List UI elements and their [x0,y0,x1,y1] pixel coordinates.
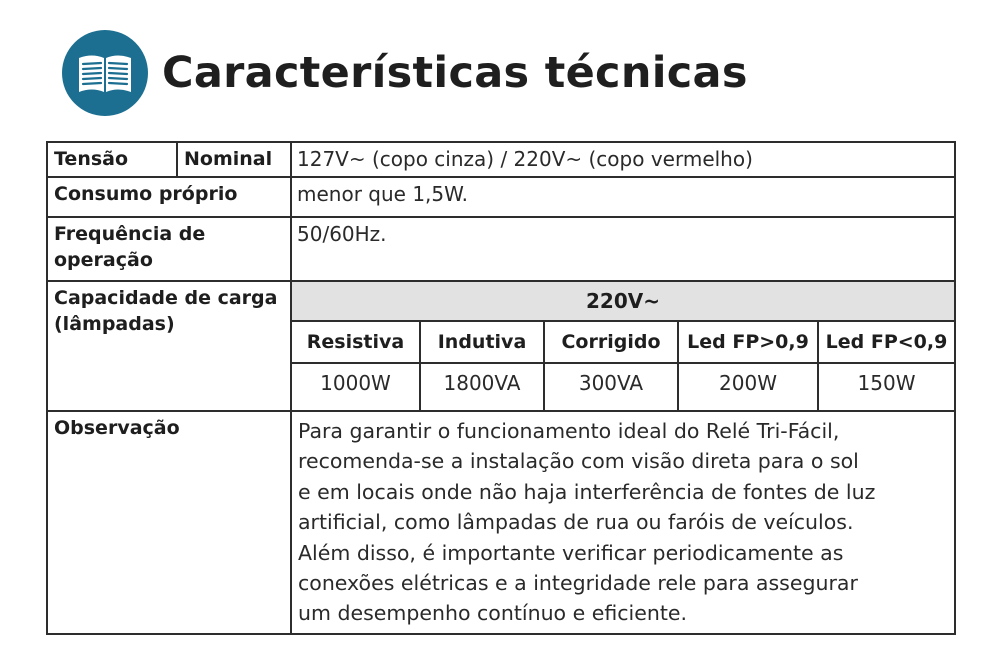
load-capacity-cell [291,281,955,411]
voltage-header: 220V~ [292,282,954,321]
specs-table [46,141,956,635]
row-tensao [47,142,955,177]
row-consumo [47,177,955,217]
observacao-line: Para garantir o funcionamento ideal do Relé Tri-Fácil, [298,419,840,443]
observacao-line: e em locais onde não haja interferência de fontes de luz [298,479,876,504]
row-observacao [47,411,955,634]
observacao-text [291,411,955,634]
consumo-value: menor que 1,5W. [291,177,955,217]
col-resistiva: Resistiva [292,321,420,363]
row-frequencia [47,217,955,281]
value-resistiva: 1000W [320,371,391,395]
observacao-line: artificial, como lâmpadas de rua ou faróis de veículos. [298,510,854,535]
value-led-fp-above: 200W [678,363,818,402]
col-indutiva: Indutiva [420,321,544,363]
observacao-line: Além disso, é importante verificar periodicamente as [298,540,844,565]
col-led-fp-above: Led FP>0,9 [678,321,818,363]
col-led-fp-below: Led FP<0,9 [818,321,954,363]
tensao-value: 127V~ (copo cinza) / 220V~ (copo vermelho) [291,142,955,177]
load-capacity-table [292,282,954,410]
col-corrigido: Corrigido [544,321,678,363]
value-led-fp-below: 150W [818,363,954,402]
frequencia-label: Frequência de operação [47,217,291,281]
value-indutiva: 1800VA [420,363,544,402]
tensao-sublabel: Nominal [177,142,291,177]
capacidade-label: Capacidade de carga (lâmpadas) [47,281,291,411]
observacao-line: conexões elétricas e a integridade rele para assegurar [298,571,858,596]
open-book-icon [62,30,148,116]
observacao-line: um desempenho contínuo e eficiente. [298,601,688,626]
frequencia-value: 50/60Hz. [291,217,955,281]
page-header [62,30,748,116]
observacao-label: Observação [47,411,291,634]
tensao-label: Tensão [47,142,177,177]
consumo-label: Consumo próprio [47,177,291,217]
row-capacidade [47,281,955,411]
observacao-line: recomenda-se a instalação com visão direta para o sol [298,449,859,474]
page-title: Características técnicas [162,48,748,98]
value-corrigido: 300VA [544,363,678,402]
